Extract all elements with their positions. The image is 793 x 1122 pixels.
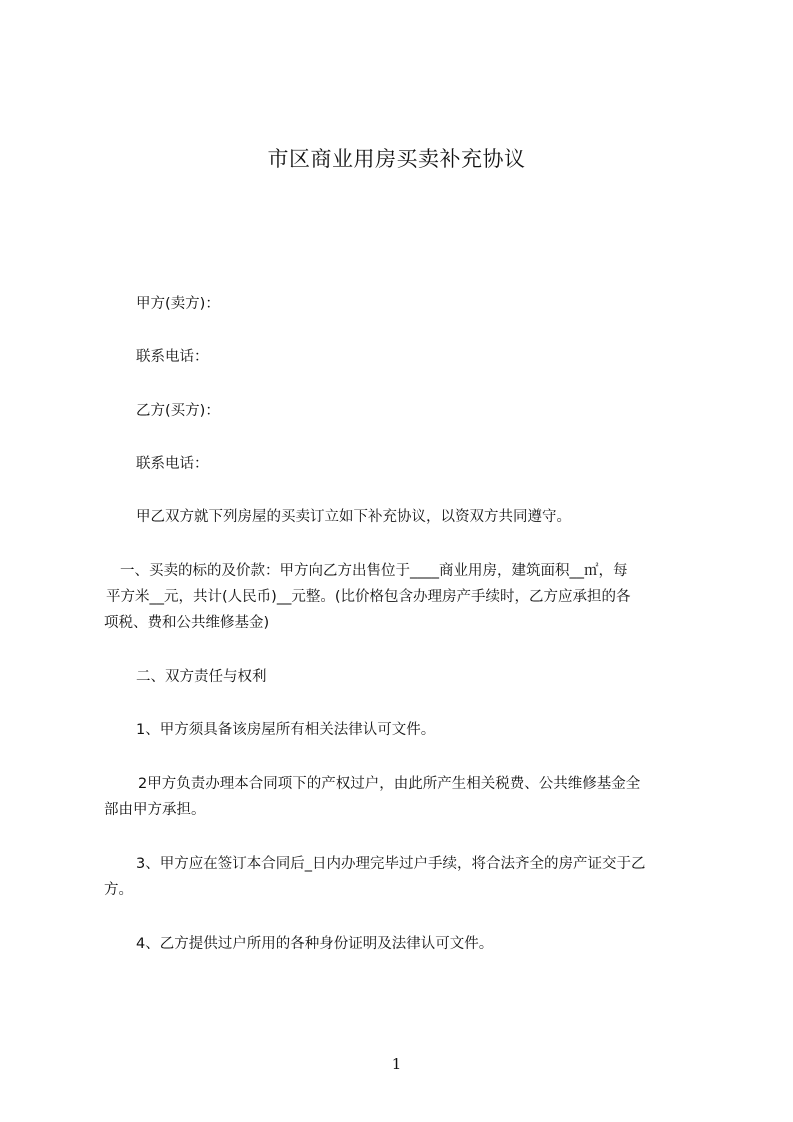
document-title: 市区商业用房买卖补充协议 bbox=[267, 147, 526, 171]
page-number: 1 bbox=[391, 1055, 402, 1073]
clause1-line3: 项税、费和公共维修基金) bbox=[104, 615, 270, 631]
clause2-item3-line1: 3、甲方应在签订本合同后_日内办理完毕过户手续，将合法齐全的房产证交于乙 bbox=[136, 856, 646, 872]
clause2-item2-line1: 2甲方负责办理本合同项下的产权过户，由此所产生相关税费、公共维修基金全 bbox=[138, 776, 641, 792]
clause1-line2: 平方米__元，共计(人民币)__元整。(比价格包含办理房产手续时，乙方应承担的各 bbox=[106, 589, 631, 605]
clause2-item2-line2: 部由甲方承担。 bbox=[104, 802, 206, 818]
seller-field-label: 甲方(卖方)： bbox=[136, 296, 220, 312]
buyer-field-label: 乙方(买方)： bbox=[136, 403, 220, 419]
intro-paragraph: 甲乙双方就下列房屋的买卖订立如下补充协议，以资双方共同遵守。 bbox=[136, 509, 571, 525]
clause2-heading: 二、双方责任与权利 bbox=[136, 669, 267, 685]
buyer-phone-label: 联系电话： bbox=[136, 456, 209, 472]
seller-phone-label: 联系电话： bbox=[136, 349, 209, 365]
clause2-item4: 4、乙方提供过户所用的各种身份证明及法律认可文件。 bbox=[136, 936, 494, 952]
clause2-item1: 1、甲方须具备该房屋所有相关法律认可文件。 bbox=[136, 722, 436, 738]
clause1-line1: 一、买卖的标的及价款：甲方向乙方出售位于____商业用房，建筑面积__㎡，每 bbox=[120, 563, 628, 579]
clause2-item3-line2: 方。 bbox=[104, 882, 133, 898]
